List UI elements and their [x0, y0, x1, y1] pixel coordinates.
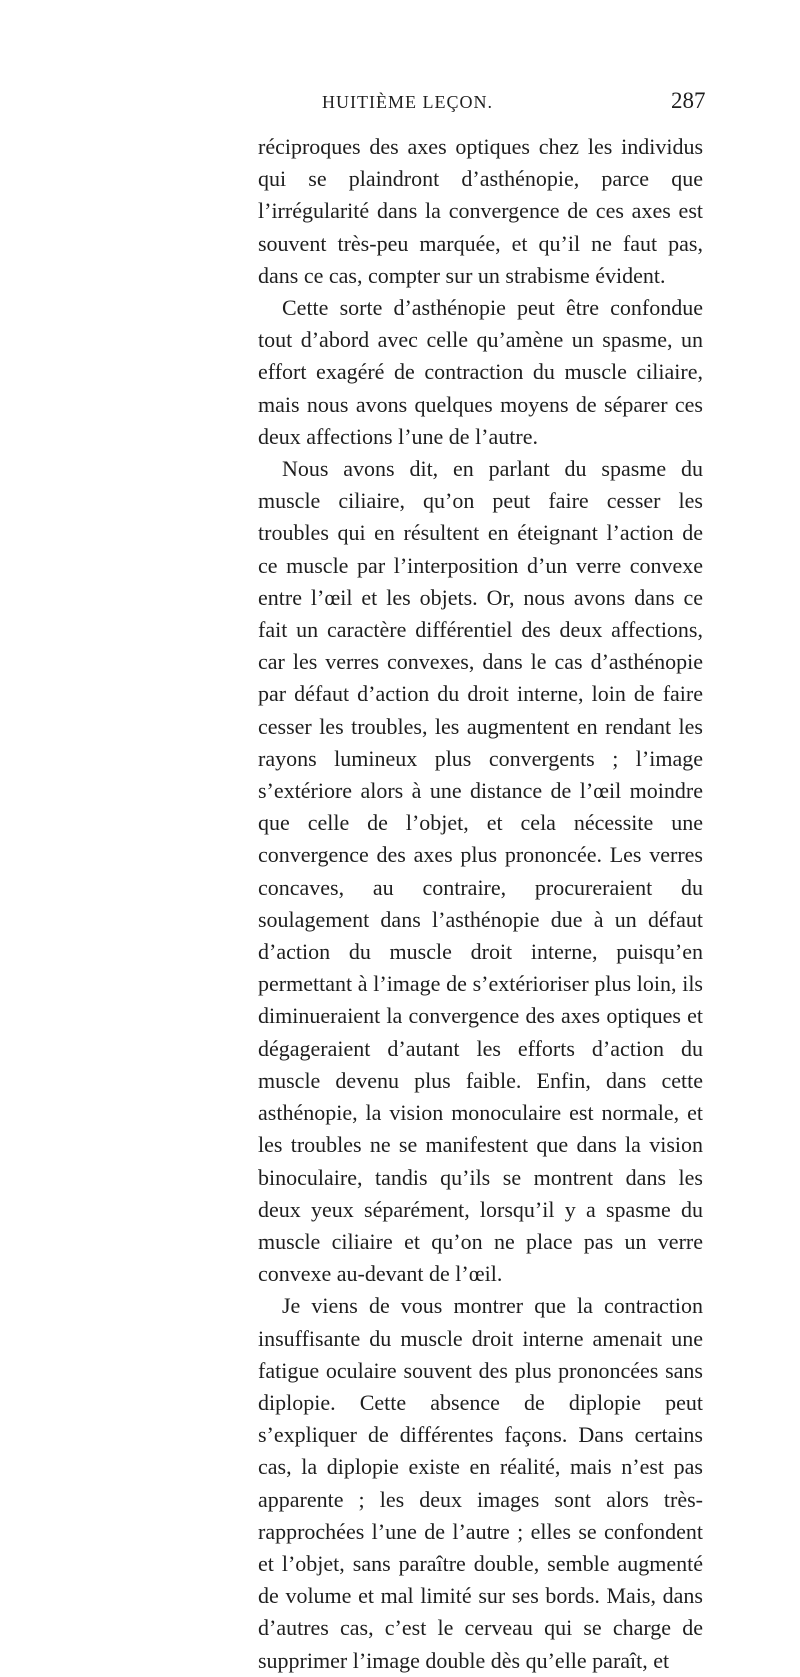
paragraph: Cette sorte d’asthénopie peut être confondue tout d’abord avec celle qu’amène un spasme, un effort exagéré de contraction du muscle ciliaire, mais nous avons quelques moyens de séparer ces deux affections l’une de l’autre. [258, 295, 703, 449]
paragraph: Nous avons dit, en parlant du spasme du muscle ciliaire, qu’on peut faire cesser les troubles qui en résultent en éteignant l’action de ce muscle par l’interposition d’un verre convexe entre l’œil et les objets. Or, nous avons dans ce fait un caractère différentiel des deux affections, car les verres convexes, dans le cas d’asthénopie par défaut d’action du droit interne, loin de faire cesser les troubles, les augmentent en rendant les rayons lumineux plus convergents ; l’image s’extériore alors à une distance de l’œil moindre que celle de l’objet, et cela nécessite une convergence des axes plus prononcée. Les verres concaves, au contraire, procureraient du soulagement dans l’asthénopie due à un défaut d’action du muscle droit interne, puisqu’en permettant à l’image de s’extérioriser plus loin, ils diminueraient la convergence des axes optiques et dégageraient d’autant les efforts d’action du muscle devenu plus faible. Enfin, dans cette asthénopie, la vision monoculaire est normale, et les troubles ne se manifestent que dans la vision binoculaire, tandis qu’ils se montrent dans les deux yeux séparément, lorsqu’il y a spasme du muscle ciliaire et qu’on ne place pas un verre convexe au-devant de l’œil. [258, 456, 703, 1287]
paragraph: Je viens de vous montrer que la contraction insuffisante du muscle droit interne amenait une fatigue oculaire souvent des plus prononcées sans diplopie. Cette absence de diplopie peut s’expliquer de différentes façons. Dans certains cas, la diplopie existe en réalité, mais n’est pas apparente ; les deux images sont alors très-rapprochées l’une de l’autre ; elles se confondent et l’objet, sans paraître double, semble augmenté de volume et mal limité sur ses bords. Mais, dans d’autres cas, c’est le cerveau qui se charge de supprimer l’image double dès qu’elle paraît, et [258, 1293, 703, 1673]
body-text [258, 131, 703, 1677]
running-head [0, 88, 800, 122]
paragraph: réciproques des axes optiques chez les individus qui se plaindront d’asthénopie, parce que l’irrégularité dans la convergence de ces axes est souvent très-peu marquée, et qu’il ne faut pas, dans ce cas, compter sur un strabisme évident. [258, 134, 703, 288]
page-number: 287 [671, 88, 706, 113]
chapter-title: HUITIÈME LEÇON. [322, 92, 493, 112]
